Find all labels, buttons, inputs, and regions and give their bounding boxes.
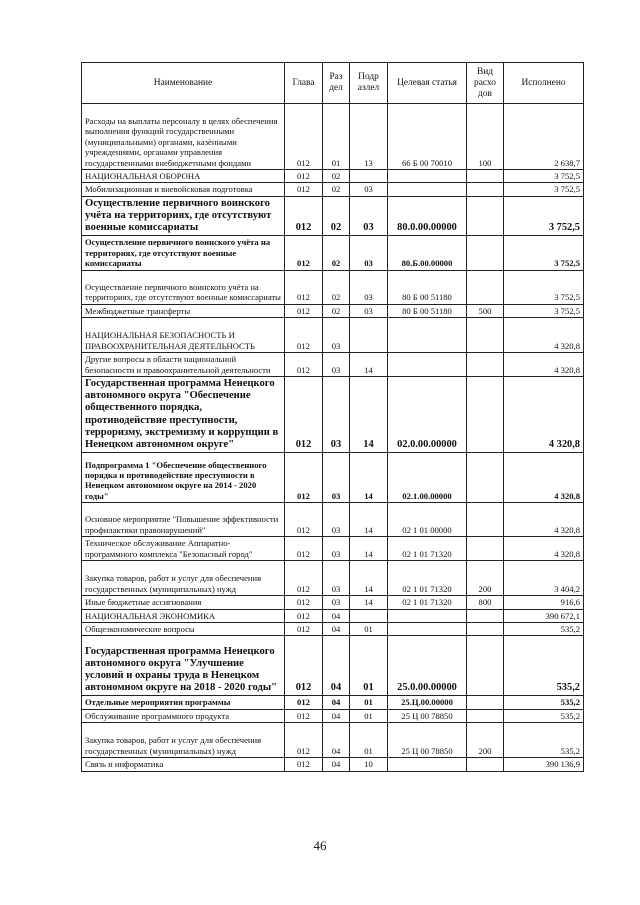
row-section: 03 xyxy=(323,453,350,503)
row-section: 02 xyxy=(323,304,350,317)
row-chapter: 012 xyxy=(285,183,323,196)
row-expense-type xyxy=(467,453,504,503)
row-chapter: 012 xyxy=(285,196,323,236)
row-chapter: 012 xyxy=(285,503,323,537)
row-subsection: 01 xyxy=(350,623,388,636)
row-expense-type xyxy=(467,318,504,353)
row-expense-type: 500 xyxy=(467,304,504,317)
row-target: 25.0.00.00000 xyxy=(388,636,467,696)
header-chapter: Глава xyxy=(285,63,323,104)
row-executed: 535,2 xyxy=(504,696,584,709)
row-chapter: 012 xyxy=(285,709,323,722)
row-name: Общеэкономические вопросы xyxy=(82,623,285,636)
row-chapter: 012 xyxy=(285,723,323,758)
row-chapter: 012 xyxy=(285,453,323,503)
row-chapter: 012 xyxy=(285,696,323,709)
row-expense-type xyxy=(467,758,504,771)
table-row xyxy=(82,304,584,317)
row-name: Подпрограмма 1 "Обеспечение общественного порядка и противодействие преступности в Ненецком автономном округе на 2014 - 2020 годы" xyxy=(82,453,285,503)
row-name: Мобилизационная и вневойсковая подготовка xyxy=(82,183,285,196)
row-name: НАЦИОНАЛЬНАЯ ЭКОНОМИКА xyxy=(82,609,285,622)
row-executed: 535,2 xyxy=(504,636,584,696)
row-target: 80.0.00.00000 xyxy=(388,196,467,236)
row-executed: 390 136,9 xyxy=(504,758,584,771)
row-section: 02 xyxy=(323,236,350,270)
row-section: 03 xyxy=(323,503,350,537)
row-subsection: 01 xyxy=(350,696,388,709)
table-header-row xyxy=(82,63,584,104)
table-row xyxy=(82,709,584,722)
row-expense-type: 100 xyxy=(467,104,504,170)
table-row xyxy=(82,377,584,453)
row-executed: 3 752,5 xyxy=(504,236,584,270)
page-number: 46 xyxy=(313,838,327,853)
row-name: Межбюджетные трансферты xyxy=(82,304,285,317)
row-target: 25 Ц 00 78850 xyxy=(388,723,467,758)
row-subsection: 10 xyxy=(350,758,388,771)
row-target: 80.Б.00.00000 xyxy=(388,236,467,270)
row-name: Другие вопросы в области национальной безопасности и правоохранительной деятельности xyxy=(82,353,285,377)
row-target: 02 1 01 71320 xyxy=(388,596,467,609)
row-subsection: 13 xyxy=(350,104,388,170)
row-executed: 4 320,8 xyxy=(504,353,584,377)
row-executed: 2 638,7 xyxy=(504,104,584,170)
row-expense-type xyxy=(467,537,504,561)
row-section: 04 xyxy=(323,758,350,771)
row-expense-type xyxy=(467,696,504,709)
row-executed: 535,2 xyxy=(504,709,584,722)
row-chapter: 012 xyxy=(285,377,323,453)
table-row xyxy=(82,353,584,377)
row-section: 02 xyxy=(323,183,350,196)
row-section: 02 xyxy=(323,196,350,236)
row-subsection: 14 xyxy=(350,453,388,503)
row-executed: 535,2 xyxy=(504,723,584,758)
row-chapter: 012 xyxy=(285,353,323,377)
row-executed: 916,6 xyxy=(504,596,584,609)
row-target: 25 Ц 00 78850 xyxy=(388,709,467,722)
row-executed: 4 320,8 xyxy=(504,318,584,353)
row-chapter: 012 xyxy=(285,623,323,636)
row-target: 80 Б 00 51180 xyxy=(388,304,467,317)
row-chapter: 012 xyxy=(285,270,323,304)
row-executed: 4 320,8 xyxy=(504,453,584,503)
row-chapter: 012 xyxy=(285,318,323,353)
row-name: Обслуживание программного продукта xyxy=(82,709,285,722)
row-target xyxy=(388,318,467,353)
row-expense-type xyxy=(467,183,504,196)
row-section: 03 xyxy=(323,377,350,453)
row-expense-type xyxy=(467,609,504,622)
row-subsection: 03 xyxy=(350,196,388,236)
table-row xyxy=(82,623,584,636)
row-executed: 4 320,8 xyxy=(504,377,584,453)
row-target xyxy=(388,170,467,183)
header-target: Целевая статья xyxy=(388,63,467,104)
row-chapter: 012 xyxy=(285,596,323,609)
row-section: 03 xyxy=(323,596,350,609)
table-row xyxy=(82,503,584,537)
table-body xyxy=(82,104,584,772)
row-target: 02 1 01 71320 xyxy=(388,537,467,561)
header-name: Наименование xyxy=(82,63,285,104)
row-target xyxy=(388,758,467,771)
row-target: 25.Ц.00.00000 xyxy=(388,696,467,709)
table-row xyxy=(82,236,584,270)
row-executed: 3 752,5 xyxy=(504,304,584,317)
row-subsection: 03 xyxy=(350,236,388,270)
row-expense-type: 200 xyxy=(467,561,504,596)
row-section: 02 xyxy=(323,270,350,304)
row-expense-type xyxy=(467,353,504,377)
row-name: Отдельные мероприятия программы xyxy=(82,696,285,709)
row-executed: 3 404,2 xyxy=(504,561,584,596)
row-subsection xyxy=(350,318,388,353)
table-row xyxy=(82,183,584,196)
row-subsection: 14 xyxy=(350,353,388,377)
table-row xyxy=(82,318,584,353)
row-executed: 535,2 xyxy=(504,623,584,636)
row-expense-type xyxy=(467,377,504,453)
row-section: 04 xyxy=(323,723,350,758)
row-target: 02.1.00.00000 xyxy=(388,453,467,503)
row-chapter: 012 xyxy=(285,170,323,183)
row-expense-type: 800 xyxy=(467,596,504,609)
row-executed: 4 320,8 xyxy=(504,503,584,537)
row-subsection: 14 xyxy=(350,596,388,609)
row-chapter: 012 xyxy=(285,304,323,317)
row-name: Закупка товаров, работ и услуг для обеспечения государственных (муниципальных) нужд xyxy=(82,723,285,758)
row-name: Государственная программа Ненецкого автономного округа "Улучшение условий и охраны труда в Ненецком автономном округе на 2018 - 2020 годы" xyxy=(82,636,285,696)
header-expense-type: Вид расхо дов xyxy=(467,63,504,104)
row-section: 04 xyxy=(323,609,350,622)
header-section: Раз дел xyxy=(323,63,350,104)
row-section: 03 xyxy=(323,537,350,561)
row-subsection: 14 xyxy=(350,377,388,453)
row-expense-type: 200 xyxy=(467,723,504,758)
table-row xyxy=(82,537,584,561)
row-executed: 3 752,5 xyxy=(504,270,584,304)
table-row xyxy=(82,596,584,609)
row-subsection: 14 xyxy=(350,503,388,537)
row-name: Закупка товаров, работ и услуг для обеспечения государственных (муниципальных) нужд xyxy=(82,561,285,596)
table-row xyxy=(82,104,584,170)
row-subsection: 01 xyxy=(350,723,388,758)
row-section: 03 xyxy=(323,561,350,596)
row-chapter: 012 xyxy=(285,104,323,170)
header-executed: Исполнено xyxy=(504,63,584,104)
row-executed: 3 752,5 xyxy=(504,183,584,196)
row-executed: 4 320,8 xyxy=(504,537,584,561)
row-name: Осуществление первичного воинского учёта на территориях, где отсутствуют военные комиссариаты xyxy=(82,236,285,270)
row-expense-type xyxy=(467,709,504,722)
row-name: Связь и информатика xyxy=(82,758,285,771)
table-row xyxy=(82,561,584,596)
row-subsection: 01 xyxy=(350,709,388,722)
row-subsection: 01 xyxy=(350,636,388,696)
row-subsection: 03 xyxy=(350,270,388,304)
row-name: НАЦИОНАЛЬНАЯ БЕЗОПАСНОСТЬ И ПРАВООХРАНИТЕЛЬНАЯ ДЕЯТЕЛЬНОСТЬ xyxy=(82,318,285,353)
row-chapter: 012 xyxy=(285,609,323,622)
row-executed: 390 672,1 xyxy=(504,609,584,622)
row-target xyxy=(388,353,467,377)
table-row xyxy=(82,453,584,503)
row-expense-type xyxy=(467,503,504,537)
row-name: Осуществление первичного воинского учёта на территориях, где отсутствуют военные комиссариаты xyxy=(82,196,285,236)
table-row xyxy=(82,270,584,304)
row-chapter: 012 xyxy=(285,236,323,270)
row-subsection: 03 xyxy=(350,304,388,317)
row-expense-type xyxy=(467,270,504,304)
row-subsection xyxy=(350,609,388,622)
row-expense-type xyxy=(467,196,504,236)
row-name: Расходы на выплаты персоналу в целях обеспечения выполнения функций государственными (муниципальными) органами, казёнными учреждениями, органами управления государственными внебюджетными фондами xyxy=(82,104,285,170)
row-subsection: 03 xyxy=(350,183,388,196)
row-target xyxy=(388,623,467,636)
row-target: 02.0.00.00000 xyxy=(388,377,467,453)
table-row xyxy=(82,723,584,758)
row-section: 02 xyxy=(323,170,350,183)
table-row xyxy=(82,696,584,709)
row-chapter: 012 xyxy=(285,561,323,596)
table-row xyxy=(82,636,584,696)
row-section: 03 xyxy=(323,353,350,377)
budget-table xyxy=(81,62,584,772)
row-section: 04 xyxy=(323,709,350,722)
row-target: 02 1 01 71320 xyxy=(388,561,467,596)
row-name: Основное мероприятие "Повышение эффективности профилактики правонарушений" xyxy=(82,503,285,537)
row-name: НАЦИОНАЛЬНАЯ ОБОРОНА xyxy=(82,170,285,183)
row-target: 02 1 01 00000 xyxy=(388,503,467,537)
row-target: 66 Б 00 70010 xyxy=(388,104,467,170)
table-row xyxy=(82,170,584,183)
row-section: 04 xyxy=(323,696,350,709)
table-row xyxy=(82,196,584,236)
row-target xyxy=(388,609,467,622)
row-subsection: 14 xyxy=(350,561,388,596)
row-chapter: 012 xyxy=(285,537,323,561)
row-name: Государственная программа Ненецкого автономного округа "Обеспечение общественного порядка, противодействие преступности, терроризму, экстремизму и коррупции в Ненецком автономном округе" xyxy=(82,377,285,453)
row-target xyxy=(388,183,467,196)
row-subsection xyxy=(350,170,388,183)
row-section: 01 xyxy=(323,104,350,170)
row-section: 04 xyxy=(323,636,350,696)
row-expense-type xyxy=(467,623,504,636)
header-subsection: Подр азлел xyxy=(350,63,388,104)
row-chapter: 012 xyxy=(285,636,323,696)
row-target: 80 Б 00 51180 xyxy=(388,270,467,304)
row-name: Иные бюджетные ассигнования xyxy=(82,596,285,609)
row-expense-type xyxy=(467,636,504,696)
row-section: 04 xyxy=(323,623,350,636)
row-executed: 3 752,5 xyxy=(504,196,584,236)
row-name: Осуществление первичного воинского учёта на территориях, где отсутствуют военные комиссариаты xyxy=(82,270,285,304)
table-row xyxy=(82,758,584,771)
row-chapter: 012 xyxy=(285,758,323,771)
row-expense-type xyxy=(467,236,504,270)
row-section: 03 xyxy=(323,318,350,353)
row-executed: 3 752,5 xyxy=(504,170,584,183)
row-subsection: 14 xyxy=(350,537,388,561)
row-name: Техническое обслуживание Аппаратно-программного комплекса "Безопасный город" xyxy=(82,537,285,561)
table-row xyxy=(82,609,584,622)
row-expense-type xyxy=(467,170,504,183)
